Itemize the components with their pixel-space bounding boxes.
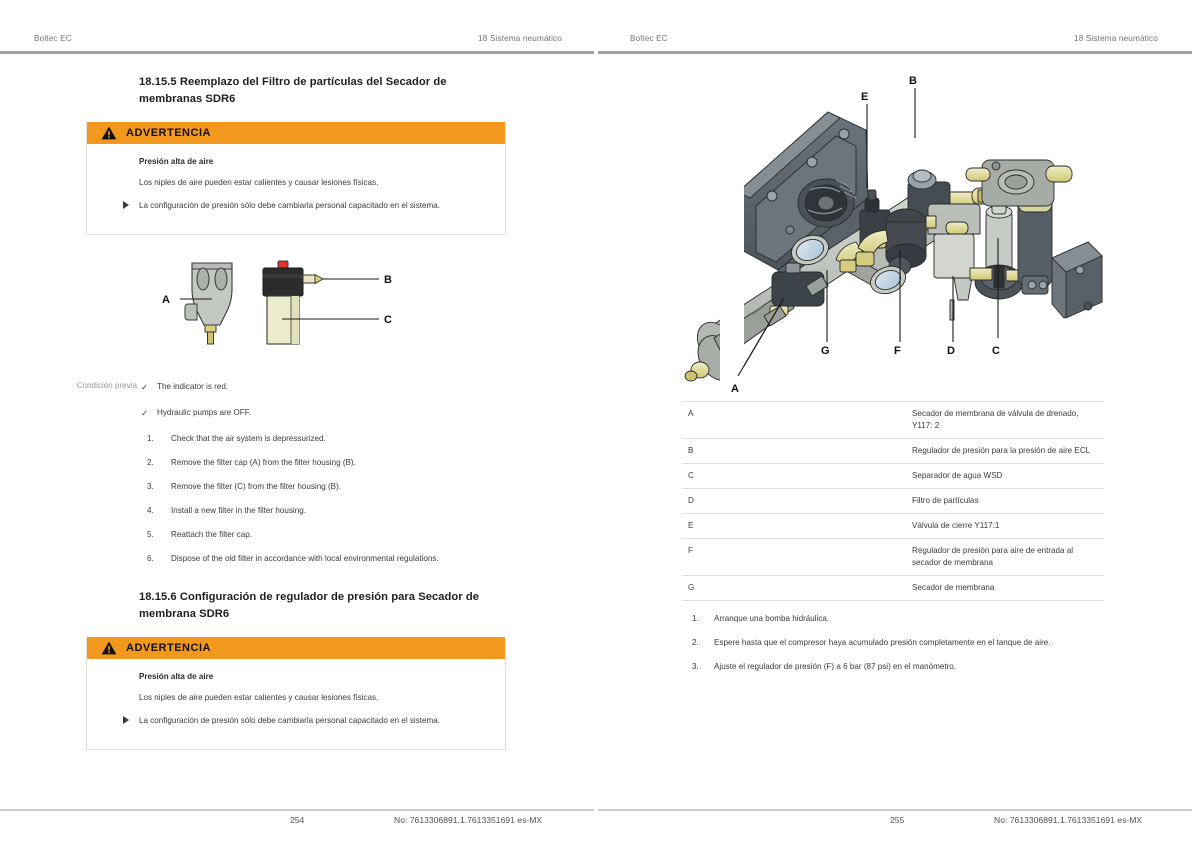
legend-key: D xyxy=(682,489,906,514)
legend-key: C xyxy=(682,464,906,489)
procedure-step: Reattach the filter cap. xyxy=(171,530,252,539)
assembly-callout-g: G xyxy=(821,345,830,357)
precondition-label: Condición previa xyxy=(76,381,137,390)
warning-box-2 xyxy=(86,637,506,750)
warning-bullet-text-2: La configuración de presión sólo debe cambiarla personal capacitado en el sistema. xyxy=(139,716,441,725)
precondition-text-2: Hydraulic pumps are OFF. xyxy=(157,408,252,417)
precondition-text-1: The indicator is red. xyxy=(157,382,229,391)
legend-table xyxy=(682,401,1104,601)
legend-value: Secador de membrana xyxy=(906,576,1104,601)
warning-header-2 xyxy=(87,637,505,659)
procedure-step: Arranque una bomba hidráulica. xyxy=(714,614,830,623)
procedure-step-list xyxy=(139,433,511,565)
warning-text-2: Los niples de aire pueden estar calientes y causar lesiones físicas. xyxy=(139,693,379,702)
table-row xyxy=(682,402,1104,439)
procedure-step: Install a new filter in the filter housing. xyxy=(171,506,306,515)
procedure-step: Remove the filter cap (A) from the filter housing (B). xyxy=(171,458,356,467)
page-number: 255 xyxy=(890,815,905,825)
triangle-bullet-icon xyxy=(123,201,129,209)
header-rule xyxy=(0,51,594,54)
legend-key: A xyxy=(682,402,906,439)
figure-callout-b: B xyxy=(384,274,392,286)
legend-value: Regulador de presión para la presión de aire ECL xyxy=(906,439,1104,464)
page-number: 254 xyxy=(290,815,305,825)
procedure-step: Espere hasta que el compresor haya acumulado presión completamente en el tanque de aire. xyxy=(714,638,1051,647)
right-step-list xyxy=(682,613,1162,673)
mounting-bracket-graphic xyxy=(1052,242,1102,318)
assembly-callout-e: E xyxy=(861,91,869,103)
fan-graphic xyxy=(798,179,854,227)
legend-value: Separador de agua WSD xyxy=(906,464,1104,489)
legend-value: Secador de membrana de válvula de drenado, Y117: 2 xyxy=(906,402,1104,439)
warning-subtitle-2: Presión alta de aire xyxy=(139,672,214,681)
warning-triangle-icon xyxy=(101,641,117,655)
header-chapter-name: 18 Sistema neumático xyxy=(477,34,562,43)
precondition-item-1 xyxy=(139,381,511,393)
table-row xyxy=(682,539,1104,576)
warning-bullet-2 xyxy=(139,715,491,727)
legend-key: E xyxy=(682,514,906,539)
warning-label-2: ADVERTENCIA xyxy=(126,642,211,654)
table-row xyxy=(682,489,1104,514)
warning-subtitle-1: Presión alta de aire xyxy=(139,157,214,166)
warning-text-1: Los niples de aire pueden estar calientes y causar lesiones físicas. xyxy=(139,178,379,187)
table-row xyxy=(682,514,1104,539)
document-number: No: 7613306891.1.7613351691 es-MX xyxy=(994,815,1143,825)
check-icon: ✓ xyxy=(141,408,149,418)
table-row xyxy=(682,464,1104,489)
footer-rule xyxy=(598,809,1192,811)
footer-rule xyxy=(0,809,594,811)
left-content-column xyxy=(76,74,511,750)
legend-value: Válvula de cierre Y117:1 xyxy=(906,514,1104,539)
running-footer-left xyxy=(34,815,562,829)
procedure-step: Dispose of the old filter in accordance with local environmental regulations. xyxy=(171,554,439,563)
assembly-callout-b: B xyxy=(909,75,917,87)
legend-value: Filtro de partículas xyxy=(906,489,1104,514)
procedure-step: Ajuste el regulador de presión (F) a 6 bar (87 psi) en el manómetro. xyxy=(714,662,957,671)
legend-key: G xyxy=(682,576,906,601)
warning-bullet-text-1: La configuración de presión sólo debe cambiarla personal capacitado en el sistema. xyxy=(139,201,441,210)
document-number: No: 7613306891.1.7613351691 es-MX xyxy=(394,815,543,825)
warning-header-1 xyxy=(87,122,505,144)
assembly-callout-a: A xyxy=(731,383,739,395)
legend-key: F xyxy=(682,539,906,576)
warning-bullet-1 xyxy=(139,200,491,212)
table-row xyxy=(682,576,1104,601)
legend-value: Regulador de presión para aire de entrada al secador de membrana xyxy=(906,539,1104,576)
running-header-left xyxy=(34,34,562,48)
figure-callout-c: C xyxy=(384,314,392,326)
check-icon: ✓ xyxy=(141,382,149,392)
assembly-callout-f: F xyxy=(894,345,901,357)
header-chapter-name: 18 Sistema neumático xyxy=(1073,34,1158,43)
warning-body-2 xyxy=(87,659,505,749)
header-rule xyxy=(598,51,1192,54)
header-product-name: Boltec EC xyxy=(34,34,72,43)
section-heading-18-15-5: 18.15.5 Reemplazo del Filtro de partículas del Secador de membranas SDR6 xyxy=(139,76,447,105)
assembly-callout-d: D xyxy=(947,345,955,357)
particle-filter-figure xyxy=(134,257,506,367)
triangle-bullet-icon xyxy=(123,716,129,724)
header-product-name: Boltec EC xyxy=(630,34,668,43)
table-row xyxy=(682,439,1104,464)
legend-table-wrapper xyxy=(682,401,1162,685)
warning-label-1: ADVERTENCIA xyxy=(126,127,211,139)
warning-box-1 xyxy=(86,122,506,235)
assembly-callout-c: C xyxy=(992,345,1000,357)
legend-key: B xyxy=(682,439,906,464)
bracket-bolts-graphic xyxy=(1022,276,1048,294)
filter-housing-graphic xyxy=(185,263,232,344)
warning-body-1 xyxy=(87,144,505,234)
filter-cartridge-graphic xyxy=(263,261,323,344)
figure-callout-a: A xyxy=(162,294,170,306)
pneumatic-assembly-figure xyxy=(660,70,1120,400)
section-heading-18-15-6: 18.15.6 Configuración de regulador de presión para Secador de membrana SDR6 xyxy=(139,591,480,620)
warning-triangle-icon xyxy=(101,126,117,140)
procedure-block xyxy=(76,381,511,565)
running-header-right xyxy=(630,34,1158,48)
page-right xyxy=(596,0,1192,842)
procedure-step: Remove the filter (C) from the filter housing (B). xyxy=(171,482,342,491)
precondition-item-2 xyxy=(139,407,511,419)
running-footer-right xyxy=(630,815,1158,829)
procedure-step: Check that the air system is depressurized. xyxy=(171,434,326,443)
